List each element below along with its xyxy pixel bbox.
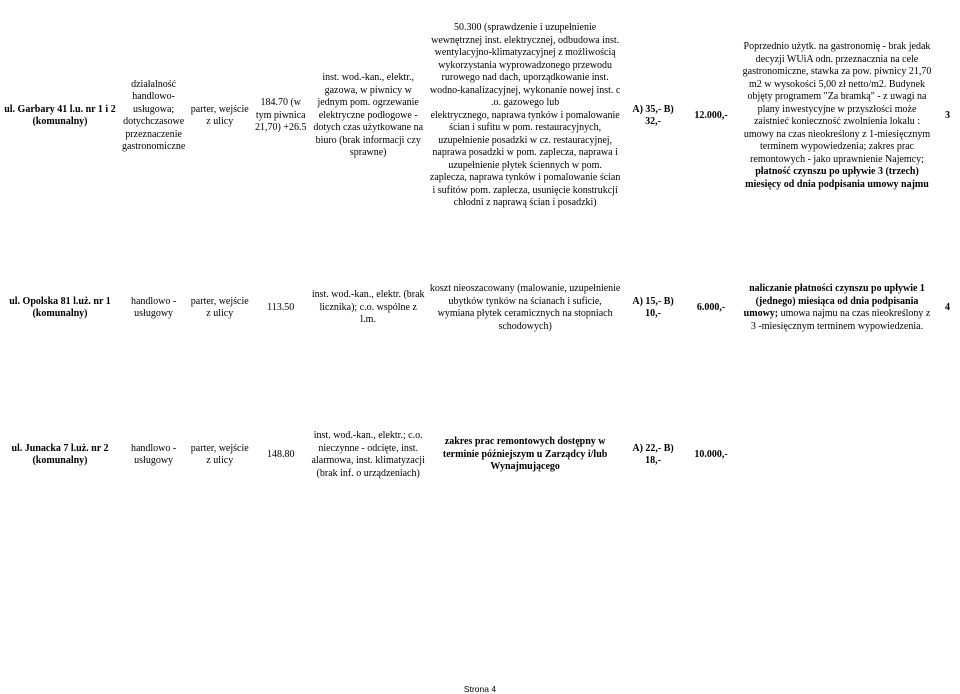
notes-cell	[739, 232, 935, 384]
table-row	[0, 384, 960, 526]
installations-cell: inst. wod.-kan., elektr., gazowa, w piwnicy w jednym pom. ogrzewanie elektryczne podłogowe - dotych czas użytkowane na biuro (brak informacji czy sprawne)	[313, 72, 424, 159]
deposit-cell: 6.000,-	[696, 301, 726, 313]
number-cell: 4	[944, 301, 950, 313]
table-row	[0, 0, 960, 232]
deposit-cell: 10.000,-	[694, 448, 728, 460]
notes-bold-text: płatność czynszu po upływie 3 (trzech) miesięcy od dnia podpisania umowy najmu	[745, 166, 929, 190]
renovation-scope-cell: zakres prac remontowych dostępny w terminie późniejszym u Zarządcy i/lub Wynajmującego	[442, 436, 608, 473]
address-cell: ul. Garbary 41 l.u. nr 1 i 2 (komunalny)	[4, 103, 116, 127]
address-cell: ul. Junacka 7 l.uż. nr 2 (komunalny)	[11, 442, 109, 466]
installations-cell: inst. wod.-kan., elektr.; c.o. nieczynne - odcięte, inst. alarmowa, inst. klimatyzacji (brak inf. o urządzeniach)	[311, 430, 425, 479]
scope-line: elektrycznego, naprawa tynków i pomalowanie ścian i sufitu w pom. restauracyjnych, uzupełnienie posadzki w cz. restauracyjnej, naprawa posadzki w pom. zaplecza, naprawa i uzupełnienie płytek ściennych w pom. zaplecza, naprawa tynków i pomalowanie ścian i sufitów pom. zaplecza, usunięcie konstrukcji chłodni z naprawą ścian i posadzki)	[429, 109, 621, 209]
location-cell: parter, wejście z ulicy	[190, 442, 249, 466]
notes-text-after: umowa najmu na czas nieokreślony z 3 -miesięcznym terminem wypowiedzenia.	[750, 308, 931, 332]
rate-cell: A) 35,- B) 32,-	[632, 103, 674, 127]
deposit-cell: 12.000,-	[694, 109, 728, 121]
scope-line: 50.300 (sprawdzenie i uzupełnienie wewnętrznej inst. elektrycznej, odbudowa inst. wentylacyjno-klimatyzacyjnej z możliwością wykorzystania wyprowadzonego przewodu rurowego nad dach, uporządkowanie inst. wodno-kanalizacyjnej, wykonanie nowej inst. c .o. gazowego lub	[429, 22, 621, 109]
notes-cell	[739, 384, 935, 526]
purpose-cell: działalność handlowo-usługowa; dotychczasowe przeznaczenie gastronomiczne	[121, 78, 186, 152]
area-cell: 148.80	[266, 448, 295, 460]
location-cell: parter, wejście z ulicy	[190, 295, 249, 319]
area-cell: 113.50	[267, 301, 295, 313]
page-footer: Strona 4	[463, 684, 497, 694]
renovation-scope-cell: koszt nieoszacowany (malowanie, uzupełnienie ubytków tynków na ścianach i suficie, wymiana płytek ceramicznych na stopniach schodowych)	[429, 283, 621, 332]
number-cell	[935, 384, 960, 526]
location-cell: parter, wejście z ulicy	[190, 103, 249, 127]
purpose-cell: handlowo - usługowy	[130, 442, 177, 466]
rate-cell: A) 15,- B) 10,-	[632, 295, 674, 319]
renovation-scope-cell	[427, 0, 623, 232]
rate-cell: A) 22,- B) 18,-	[632, 442, 674, 466]
notes-cell	[739, 0, 935, 232]
address-cell: ul. Opolska 81 l.uż. nr 1 (komunalny)	[9, 295, 111, 319]
purpose-cell: handlowo - usługowy	[130, 295, 177, 319]
table-row	[0, 232, 960, 384]
notes-text: Poprzednio użytk. na gastronomię - brak jedak decyzji WUiA odn. przeznacznia na cele gastronomiczne, stawka za pow. piwnicy 21,70 m2 w wysokości 5,00 zł netto/m2. Budynek objęty programem "Za bramką" - z uwagi na plany inwestycyjne w przyszłości może zaistnieć konieczność zwolnienia lokalu : umowy na czas nieokreślony z 1-miesięcznym terminem wypowiedzenia; zakres prac remontowych - jako uprawnienie Najemcy;	[742, 41, 932, 165]
installations-cell: inst. wod.-kan., elektr. (brak licznika); c.o. wspólne z l.m.	[311, 289, 425, 326]
notes-bold-text: naliczanie płatności czynszu po upływie 1 (jednego) miesiąca od dnia podpisania umowy;	[743, 283, 925, 319]
area-cell: 184.70 (w tym piwnica 21,70) +26.5	[254, 97, 307, 134]
number-cell: 3	[944, 109, 950, 121]
